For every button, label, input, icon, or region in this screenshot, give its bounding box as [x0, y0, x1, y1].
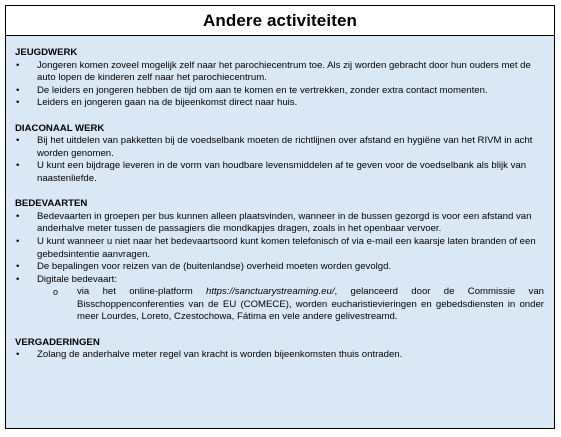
sub-item-before: via het online-platform [77, 286, 206, 298]
bullet-list [15, 135, 544, 185]
sub-list-item [37, 286, 544, 324]
sub-list [37, 286, 544, 324]
list-item-digital [15, 274, 544, 324]
streaming-url: https://sanctuarystreaming.eu/ [206, 286, 335, 298]
section-heading: JEUGDWERK [15, 47, 78, 58]
section-vergaderingen [15, 337, 544, 362]
sub-item-after: , gelanceerd door de Commissie van Bisschoppenconferenties van de EU (COMECE), worden eucharistievieringen en gebedsdiensten in onder meer Lourdes, Loreto, Czestochowa, Fátima en vele andere gelivestreamd. [77, 286, 544, 323]
content [6, 36, 554, 362]
list-item: • Jongeren komen zoveel mogelijk zelf naar het parochiecentrum toe. Als zij worden gebracht door hun ouders met de auto lopen de kinderen zelf naar het parochiecentrum. [15, 60, 544, 85]
section-diaconaal-werk [15, 123, 544, 186]
section-bedevaarten [15, 198, 544, 324]
section-heading: VERGADERINGEN [15, 336, 100, 348]
title-bar [6, 6, 554, 36]
bullet-list [15, 211, 544, 324]
section-jeugdwerk [15, 47, 544, 110]
list-item: • U kunt een bijdrage leveren in de vorm van houdbare levensmiddelen af te geven voor de voedselbank als blijk van naastenliefde. [15, 160, 544, 185]
activities-box [5, 5, 555, 429]
list-item: • De leiders en jongeren hebben de tijd om aan te komen en te vertrekken, zonder extra contact momenten. [15, 85, 544, 98]
page-title: Andere activiteiten [202, 10, 357, 30]
list-item-text: Digitale bedevaart: [37, 273, 117, 285]
bullet-list [15, 349, 544, 362]
list-item: • Bij het uitdelen van pakketten bij de voedselbank moeten de richtlijnen over afstand en hygiëne van het RIVM in acht worden genomen. [15, 135, 544, 160]
list-item: • Bedevaarten in groepen per bus kunnen alleen plaatsvinden, wanneer in de bussen gezorgd is voor een afstand van anderhalve meter tussen de passagiers die mondkapjes dragen, zoals in het openbaar vervoer. [15, 211, 544, 236]
list-item: • U kunt wanneer u niet naar het bedevaartsoord kunt komen telefonisch of via e-mail een kaarsje laten branden of een gebedsintentie aanvragen. [15, 236, 544, 261]
list-item: • Zolang de anderhalve meter regel van kracht is worden bijeenkomsten thuis ontraden. [15, 349, 544, 362]
list-item: • Leiders en jongeren gaan na de bijeenkomst direct naar huis. [15, 97, 544, 110]
section-heading: DIACONAAL WERK [15, 122, 105, 134]
list-item: • De bepalingen voor reizen van de (buitenlandse) overheid moeten worden gevolgd. [15, 261, 544, 274]
section-heading: BEDEVAARTEN [15, 198, 88, 210]
bullet-list [15, 60, 544, 110]
